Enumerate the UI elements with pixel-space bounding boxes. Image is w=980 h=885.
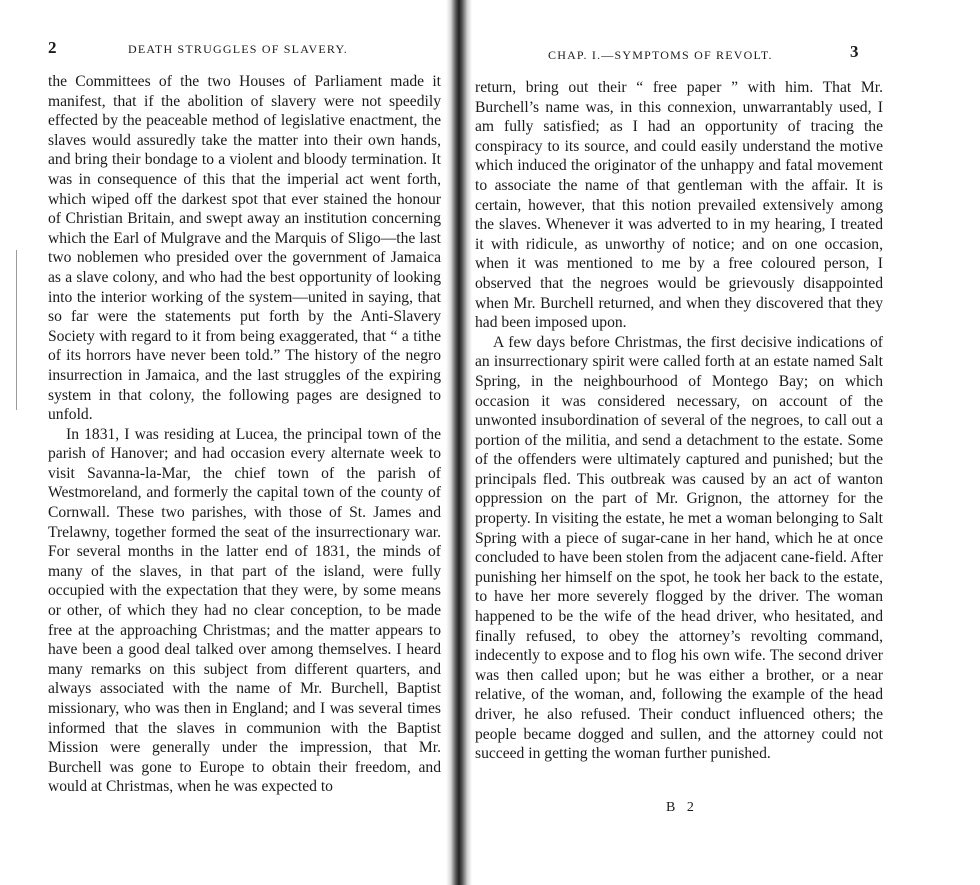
running-head-right: CHAP. I.—SYMPTOMS OF REVOLT. bbox=[548, 48, 773, 62]
paragraph: return, bring out their “ free paper ” with him. That Mr. Burchell’s name was, in this connexion, unwarrantably used, I am fully satisfied; as I had an opportunity of tracing the conspiracy to its source, and could easily understand the motive which induced the originator of the unhappy and fatal movement to associate the name of that gentleman with the affair. It is certain, however, that this notion prevailed extensively among the slaves. Whenever it was adverted to in my hearing, I treated it with ridicule, as unworthy of notice; and on one occasion, when it was mentioned to me by a free coloured person, I observed that the negroes would be grievously disappointed when Mr. Burchell returned, and when they discovered that they had been imposed upon. bbox=[475, 79, 883, 332]
paragraph: In 1831, I was residing at Lucea, the principal town of the parish of Hanover; and had occasion every alternate week to visit Savanna-la-Mar, the chief town of the parish of Westmoreland, and formerly the capital town of the county of Cornwall. These two parishes, with those of St. James and Trelawny, together formed the seat of the insurrectionary war. For several months in the latter end of 1831, the minds of many of the slaves, in that part of the island, were fully occupied with the expectation that they were, by some means or other, of which they had no clear conception, to be made free at the approaching Christmas; and the matter appears to have been a good deal talked over among themselves. I heard many remarks on this subject from different quarters, and always associated with the name of Mr. Burchell, Baptist missionary, who was then in England; and I was several times informed that the slaves in communion with the Baptist Mission were generally under the impression, that Mr. Burchell was gone to Europe to obtain their freedom, and would at Christmas, when he was expected to bbox=[48, 425, 441, 796]
margin-pencil-mark bbox=[16, 250, 17, 410]
signature-mark: B 2 bbox=[666, 800, 698, 815]
left-page bbox=[0, 0, 452, 885]
paragraph: the Committees of the two Houses of Parliament made it manifest, that if the abolition of slavery were not speedily effected by the peaceable method of legislative enactment, the slaves would assuredly take the matter into their own hands, and bring their bondage to a violent and bloody termination. It was in consequence of this that the imperial act went forth, which wiped off the darkest spot that ever stained the honour of Christian Britain, and swept away an institution concerning which the Earl of Mulgrave and the Marquis of Sligo—the last two noblemen who presided over the government of Jamaica as a slave colony, and who had the best opportunity of looking into the interior working of the system—united in saying, that so far were the statements put forth by the Anti-Slavery Society with regard to it from being exaggerated, that “ a tithe of its horrors have never been told.” The history of the negro insurrection in Jamaica, and the last struggles of the expiring system in that colony, the following pages are designed to unfold. bbox=[48, 73, 441, 424]
page-number-left: 2 bbox=[48, 38, 57, 57]
right-body-text bbox=[475, 78, 883, 764]
running-head-left: DEATH STRUGGLES OF SLAVERY. bbox=[128, 42, 348, 56]
left-body-text bbox=[48, 72, 441, 797]
paragraph: A few days before Christmas, the first decisive indications of an insurrectionary spirit were called forth at an estate named Salt Spring, in the neighbourhood of Montego Bay; on which occasion it was considered necessary, on account of the unwonted insubordination of several of the negroes, to call out a portion of the militia, and send a detachment to the estate. Some of the offenders were ultimately captured and punished; but the principals fled. This outbreak was caused by an act of wanton oppression on the part of Mr. Grignon, the attorney for the property. In visiting the estate, he met a woman belonging to Salt Spring with a piece of sugar-cane in her hand, which he at once concluded to have been stolen from the adjacent cane-field. After punishing her himself on the spot, he took her back to the estate, to have her more severely flogged by the driver. The woman happened to be the wife of the head driver, who hesitated, and finally refused, to obey the attorney’s revolting command, indecently to expose and to flog his own wife. The second driver was then called upon; but he was either a brother, or a near relative, of the woman, and, following the example of the head driver, he also refused. Their conduct influenced others; the people became dogged and sullen, and the attorney could not succeed in getting the woman further punished. bbox=[475, 333, 883, 763]
page-number-right: 3 bbox=[850, 42, 859, 61]
right-page bbox=[466, 0, 980, 885]
